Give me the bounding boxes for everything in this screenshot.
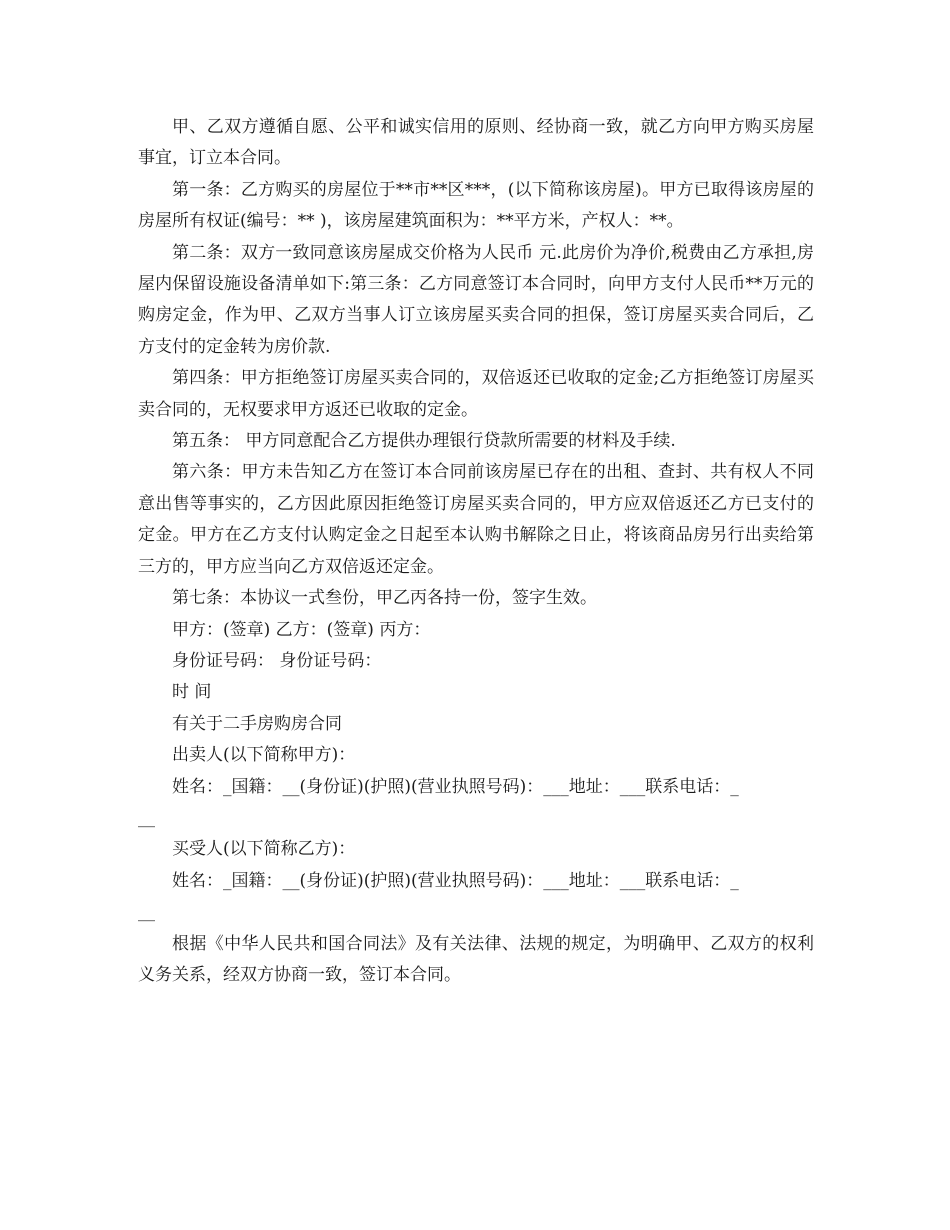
seller-info-tail: __ (138, 807, 155, 828)
second-contract-title: 有关于二手房购房合同 (172, 713, 342, 734)
id-number-line: 身份证号码： 身份证号码： (172, 650, 382, 671)
article-4-paragraph: 第四条：甲方拒绝签订房屋买卖合同的，双倍返还已收取的定金;乙方拒绝签订房屋买卖合同的，无权要求甲方返还已收取的定金。 (138, 368, 814, 420)
seller-info-line: 姓名：_国籍：__(身份证)(护照)(营业执照号码)：___地址：___联系电话：_ (172, 776, 739, 797)
article-6-paragraph: 第六条：甲方未告知乙方在签订本合同前该房屋已存在的出租、查封、共有权人不同意出售等事实的，乙方因此原因拒绝签订房屋买卖合同的，甲方应双倍返还乙方已支付的定金。甲方在乙方支付认购定金之日起至本认购书解除之日止，将该商品房另行出卖给第三方的，甲方应当向乙方双倍返还定金。 (138, 462, 814, 577)
article-5-paragraph: 第五条： 甲方同意配合乙方提供办理银行贷款所需要的材料及手续. (172, 431, 676, 452)
buyer-info-line: 姓名：_国籍：__(身份证)(护照)(营业执照号码)：___地址：___联系电话：_ (172, 870, 739, 891)
buyer-info-tail: __ (138, 902, 155, 923)
article-7-paragraph: 第七条：本协议一式叁份，甲乙丙各持一份，签字生效。 (172, 588, 597, 609)
article-1-paragraph: 第一条：乙方购买的房屋位于**市**区***，(以下简称该房屋)。甲方已取得该房屋的房屋所有权证(编号：** )，该房屋建筑面积为：**平方米，产权人：**。 (138, 179, 814, 232)
signature-line: 甲方：(签章) 乙方：(签章) 丙方： (172, 619, 431, 640)
buyer-header: 买受人(以下简称乙方)： (172, 839, 356, 860)
seller-header: 出卖人(以下简称甲方)： (172, 745, 356, 766)
closing-paragraph: 根据《中华人民共和国合同法》及有关法律、法规的规定，为明确甲、乙双方的权利义务关系，经双方协商一致，签订本合同。 (138, 933, 814, 985)
intro-paragraph: 甲、乙双方遵循自愿、公平和诚实信用的原则、经协商一致，就乙方向甲方购买房屋事宜，订立本合同。 (138, 117, 814, 169)
document-body (138, 112, 814, 991)
article-2-3-paragraph: 第二条：双方一致同意该房屋成交价格为人民币 元.此房价为净价,税费由乙方承担,房屋内保留设施设备清单如下:第三条：乙方同意签订本合同时，向甲方支付人民币**万元的购房定金，作为甲、乙双方当事人订立该房屋买卖合同的担保，签订房屋买卖合同后，乙方支付的定金转为房价款. (138, 242, 814, 357)
time-line: 时 间 (172, 682, 212, 703)
